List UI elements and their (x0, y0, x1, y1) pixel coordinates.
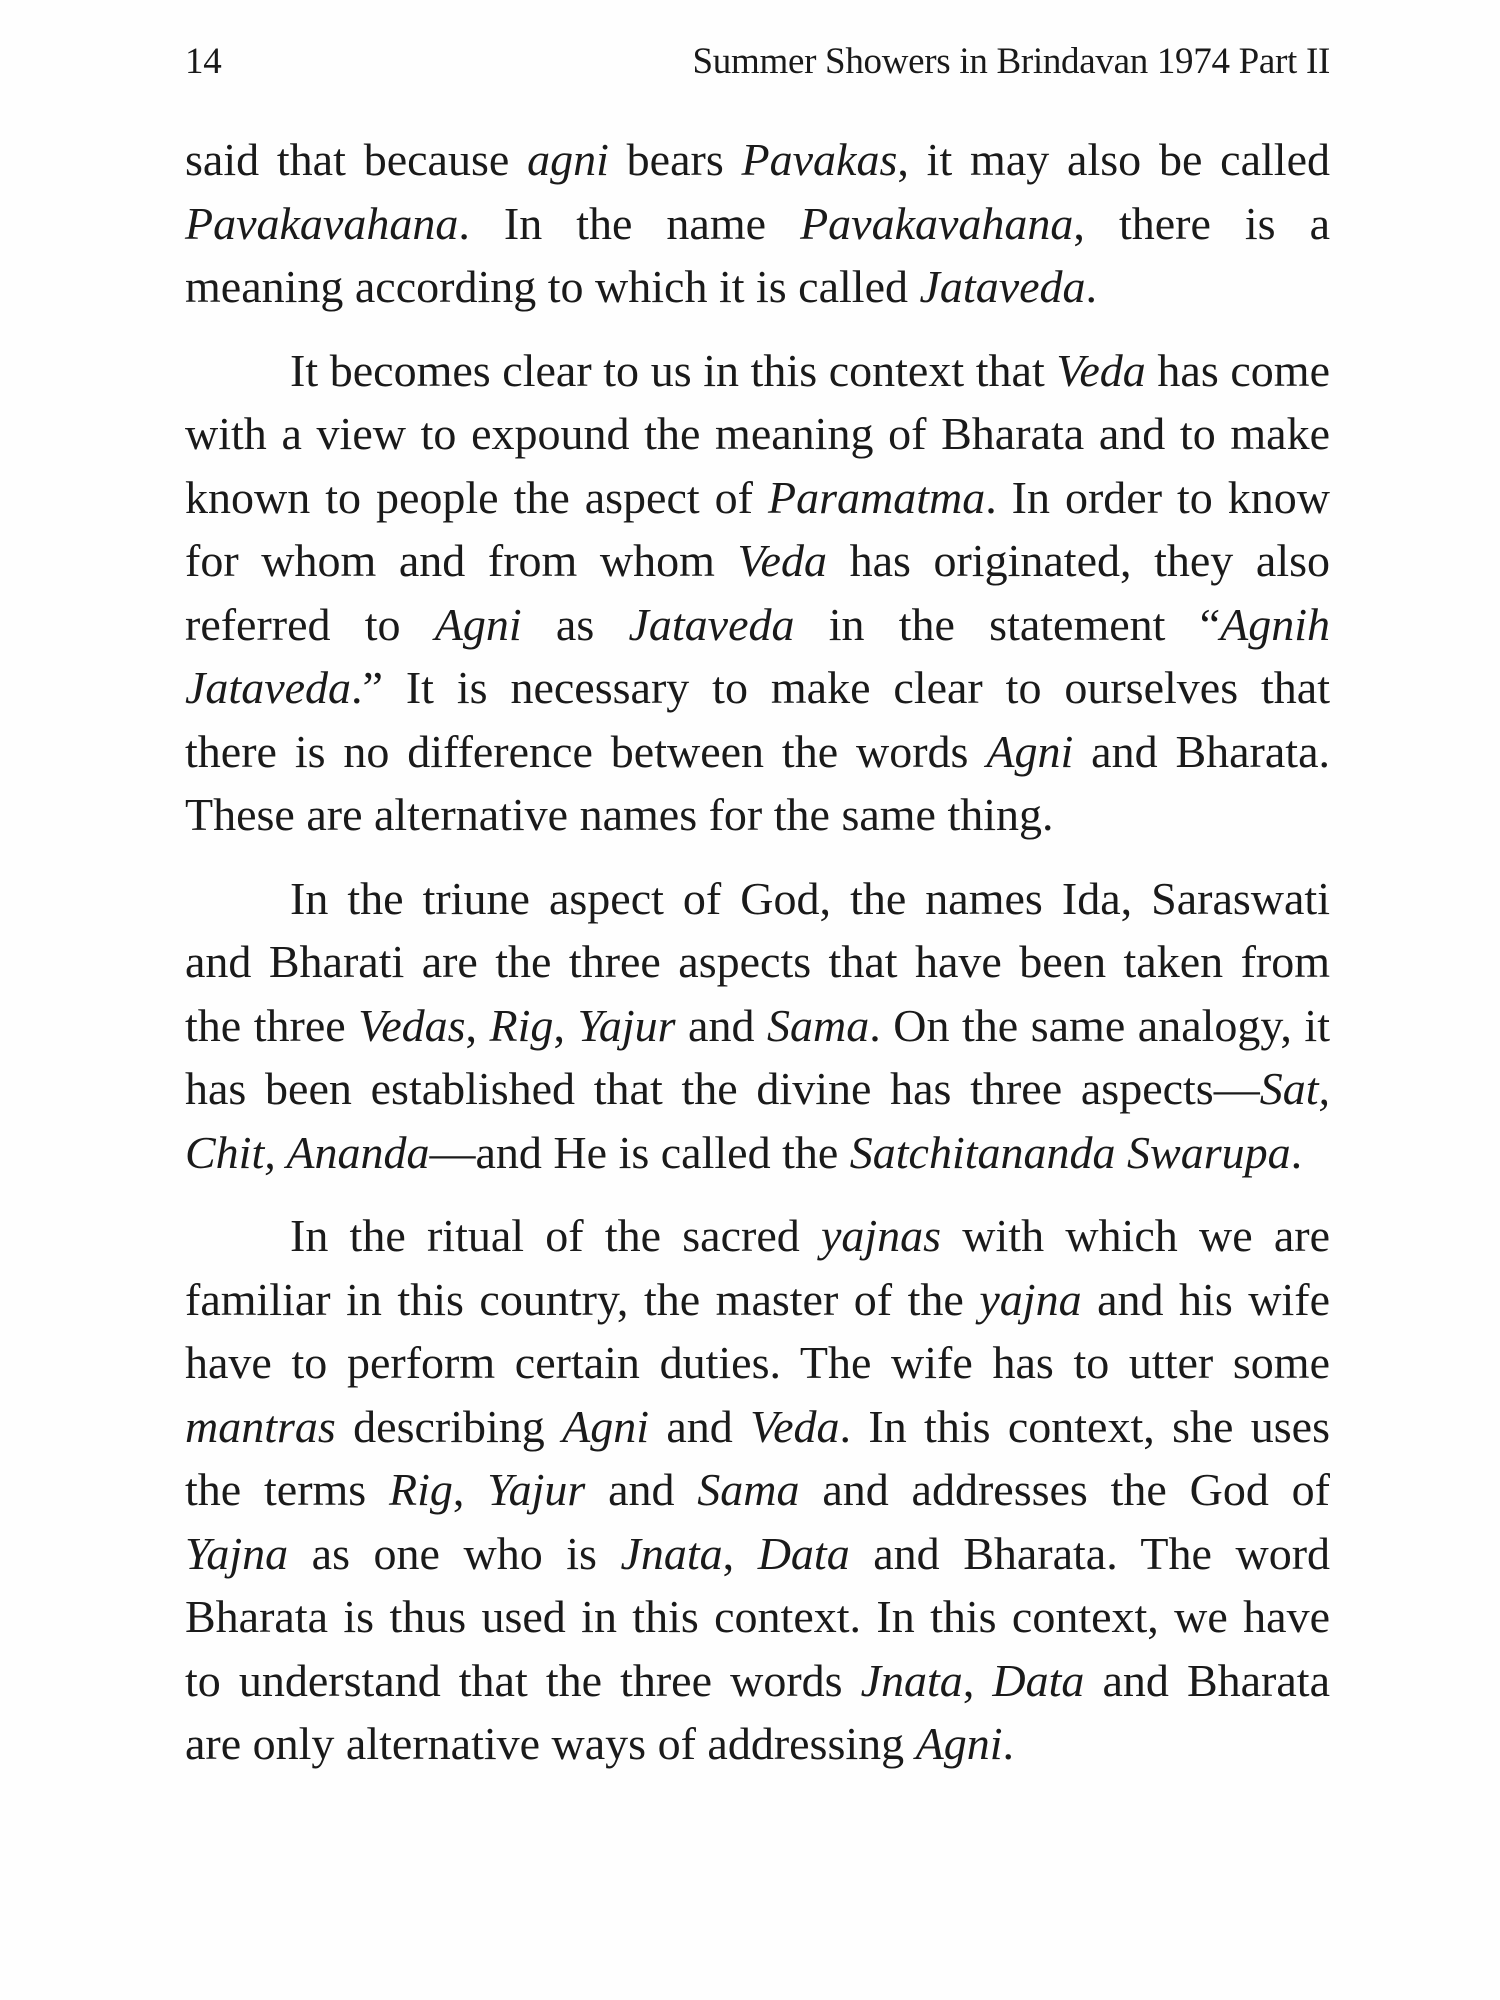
text-run: , (452, 1464, 488, 1515)
text-run: . On the same analogy, it has been established that the divine has three aspects— (185, 999, 1330, 1114)
text-run: and (675, 999, 767, 1051)
text-run: in the statement “ (794, 598, 1221, 650)
italic-term: Data (757, 1527, 850, 1579)
italic-term: Yajur (577, 999, 676, 1051)
italic-term: Jataveda (628, 598, 795, 650)
italic-term: Veda (1056, 344, 1146, 396)
italic-term: Pavakas (741, 134, 898, 185)
italic-term: Sat, Chit, Ananda (185, 1063, 1330, 1178)
italic-term: Data (992, 1654, 1085, 1706)
italic-term: Rig (489, 999, 554, 1051)
italic-term: Agni (915, 1718, 1003, 1769)
italic-term: Vedas (358, 999, 466, 1051)
text-run: , there is a meaning according to which it is called (185, 197, 1330, 312)
text-run: as one who is (288, 1527, 621, 1579)
text-run: . In order to know for whom and from whom (185, 471, 1331, 586)
text-run: . (1290, 1126, 1303, 1178)
paragraph (185, 1204, 1330, 1776)
text-run: . In the name (458, 197, 801, 249)
italic-term: yajnas (820, 1210, 942, 1261)
italic-term: Satchitananda Swarupa (849, 1126, 1291, 1178)
italic-term: Agni (434, 598, 522, 650)
text-run: and addresses the God of (799, 1464, 1330, 1515)
body-text (185, 128, 1330, 1776)
italic-term: Veda (737, 535, 827, 586)
italic-term: Pavakavahana (185, 197, 459, 249)
text-run: and his wife have to perform certain duties. The wife has to utter some (185, 1273, 1330, 1388)
text-run: as (521, 598, 629, 650)
italic-term: agni (527, 134, 609, 185)
running-head (185, 40, 1330, 83)
italic-term: Agni (986, 725, 1074, 777)
text-run: —and He is called the (429, 1126, 850, 1178)
italic-term: Jnata (860, 1654, 963, 1706)
text-run: .” It is necessary to make clear to ourselves that there is no difference between the words (185, 662, 1330, 777)
italic-term: Yajur (487, 1464, 586, 1515)
italic-term: yajna (979, 1273, 1082, 1325)
italic-term: Sama (767, 999, 870, 1051)
text-run: In the ritual of the sacred (290, 1210, 821, 1261)
text-run: bears (608, 134, 742, 185)
text-run: , (962, 1654, 993, 1706)
text-run: and (649, 1400, 751, 1452)
italic-term: Veda (750, 1400, 840, 1452)
text-run: has come with a view to expound the meaning of Bharata and to make known to people the aspect of (185, 344, 1330, 523)
text-run: describing (335, 1400, 563, 1452)
text-run: and Bharata are only alternative ways of addressing (185, 1654, 1330, 1769)
running-title: Summer Showers in Brindavan 1974 Part II (692, 41, 1330, 82)
paragraph (185, 128, 1330, 319)
text-run: In the triune aspect of God, the names Ida, Saraswati and Bharati are the three aspects that have been taken from the three (185, 872, 1330, 1051)
text-run: and Bharata. The word Bharata is thus used in this context. In this context, we have to understand that the three words (185, 1527, 1331, 1706)
italic-term: Yajna (185, 1527, 289, 1579)
text-run: . (1085, 261, 1098, 312)
paragraph (185, 867, 1330, 1185)
italic-term: Agni (562, 1400, 650, 1452)
text-run: . (1002, 1718, 1015, 1769)
text-run: and Bharata. These are alternative names for the same thing. (185, 725, 1330, 840)
text-run: . In this context, she uses the terms (185, 1400, 1330, 1515)
text-run: , (465, 999, 490, 1051)
italic-term: Jataveda (919, 261, 1086, 312)
text-run: , (553, 999, 578, 1051)
italic-term: Sama (697, 1464, 800, 1515)
text-run: has originated, they also referred to (185, 535, 1330, 650)
paragraph (185, 339, 1330, 847)
italic-term: Pavakavahana (800, 197, 1074, 249)
text-run: , it may also be called (897, 134, 1330, 185)
italic-term: Paramatma (767, 471, 986, 523)
italic-term: Jnata (620, 1527, 723, 1579)
italic-term: Agnih Jataveda (185, 598, 1330, 713)
italic-term: mantras (185, 1400, 336, 1452)
text-run: with which we are familiar in this country, the master of the (185, 1210, 1330, 1325)
text-run: said that because (185, 134, 528, 185)
text-run: , (722, 1527, 758, 1579)
text-run: and (585, 1464, 698, 1515)
page-number: 14 (185, 41, 222, 82)
text-run: It becomes clear to us in this context that (290, 344, 1057, 396)
italic-term: Rig (389, 1464, 453, 1515)
